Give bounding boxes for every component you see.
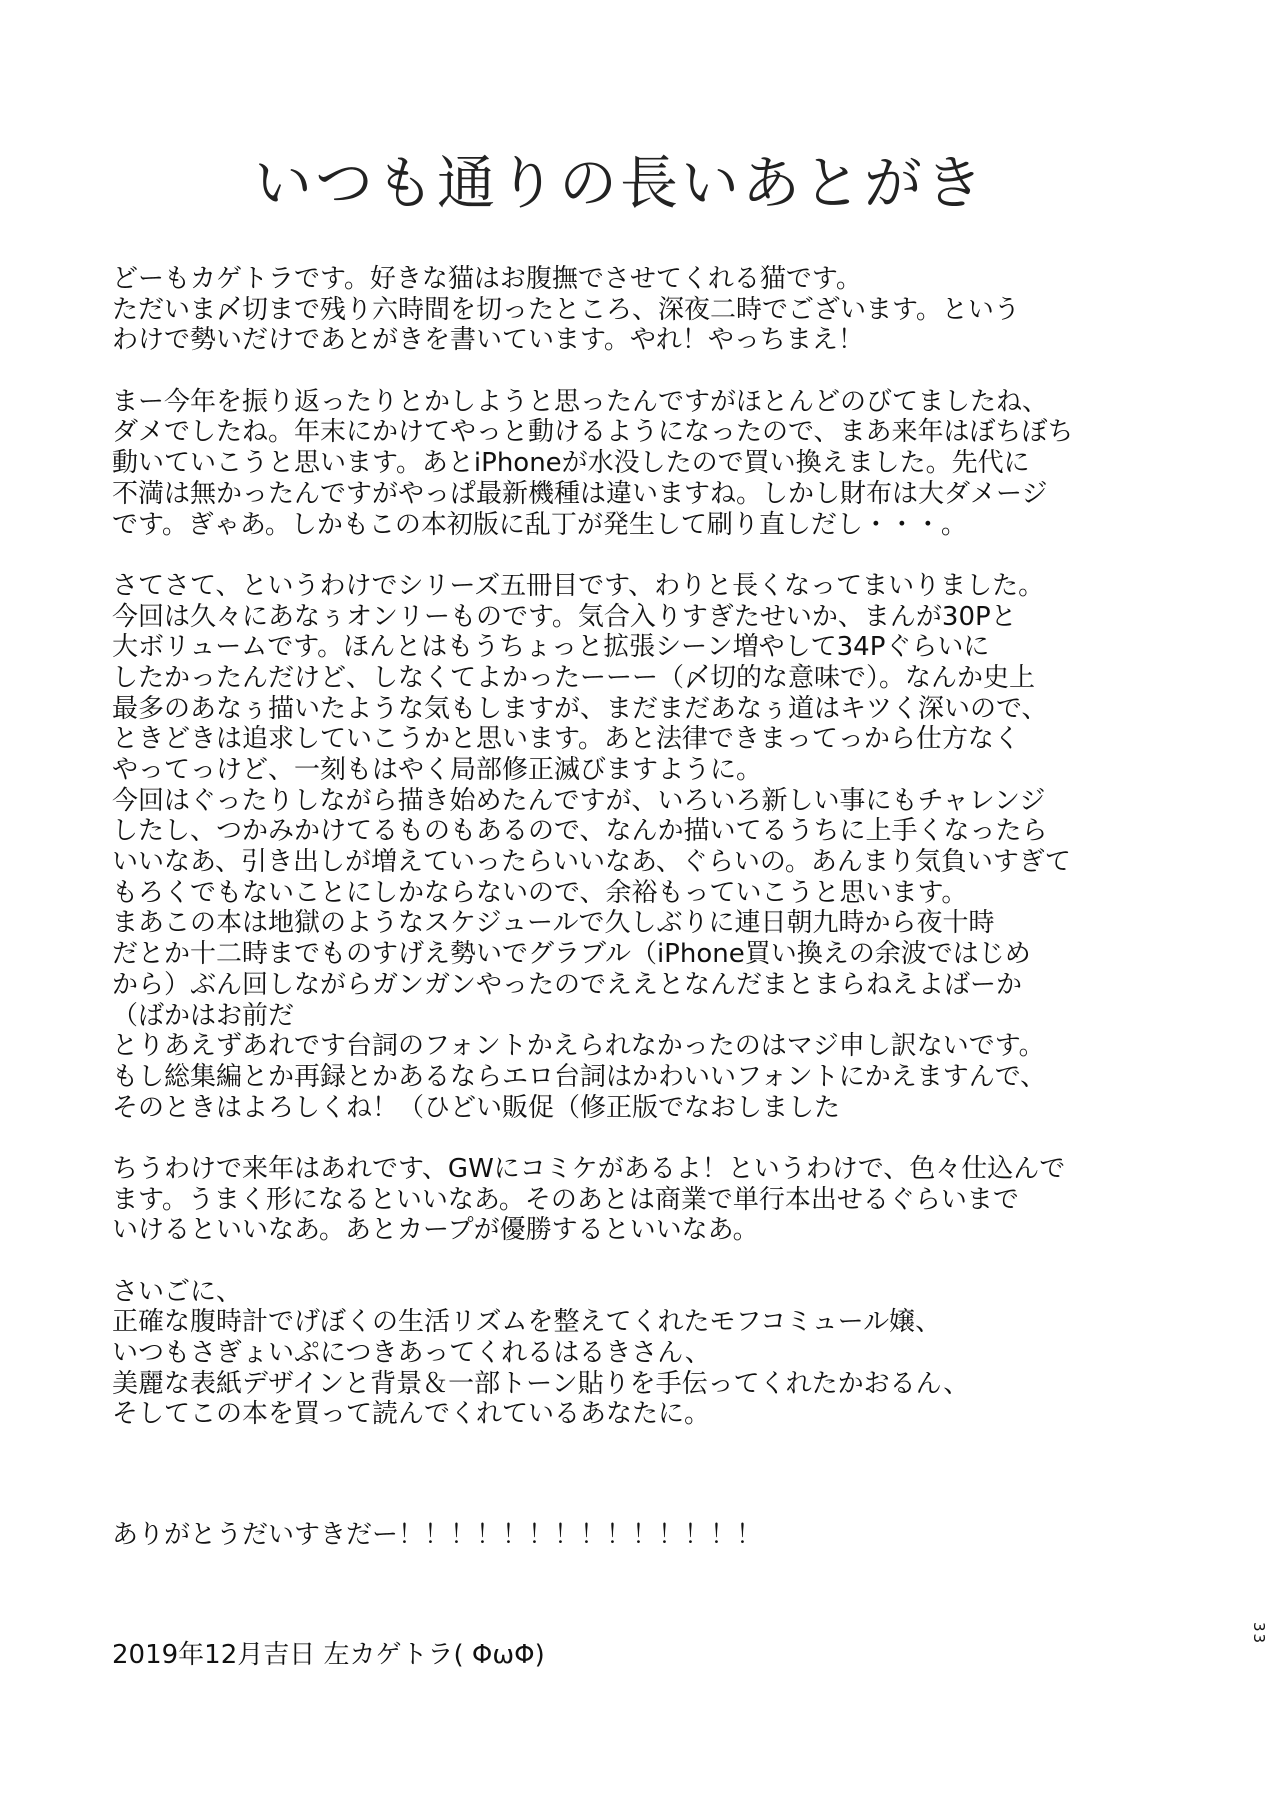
text-line: （ばかはお前だ (112, 1000, 295, 1031)
text-line: から）ぶん回しながらガンガンやったのでええとなんだまとまらねえよばーか (112, 969, 1023, 1000)
text-line: さてさて、というわけでシリーズ五冊目です、わりと長くなってまいりました。 (112, 570, 1045, 601)
text-line: 正確な腹時計でげぼくの生活リズムを整えてくれたモフコミュール嬢、 (112, 1307, 942, 1338)
text-line: そしてこの本を買って読んでくれているあなたに。 (112, 1399, 711, 1430)
text-line: ます。うまく形になるといいなあ。そのあとは商業で単行本出せるぐらいまで (112, 1184, 1019, 1215)
text-line: 今回はぐったりしながら描き始めたんですが、いろいろ新しい事にもチャレンジ (112, 785, 1046, 816)
text-line: まー今年を振り返ったりとかしようと思ったんですがほとんどのびてましたね、 (112, 386, 1049, 417)
text-line: したかったんだけど、しなくてよかったーーー（〆切的な意味で）。なんか史上 (112, 662, 1036, 693)
text-line: ただいま〆切まで残り六時間を切ったところ、深夜二時でございます。という (112, 294, 1020, 325)
text-line: どーもカゲトラです。好きな猫はお腹撫でさせてくれる猫です。 (112, 264, 862, 294)
text-line: 美麗な表紙デザインと背景＆一部トーン貼りを手伝ってくれたかおるん、 (112, 1368, 970, 1399)
paragraph (112, 1277, 1232, 1430)
text-line: ときどきは追求していこうかと思います。あと法律できまってっから仕方なく (112, 724, 1020, 755)
text-line: もし総集編とか再録とかあるならエロ台詞はかわいいフォントにかえますんで、 (112, 1061, 1047, 1092)
text-line: いけるといいなあ。あとカープが優勝するといいなあ。 (112, 1215, 759, 1246)
text-line: わけで勢いだけであとがきを書いています。やれ！やっちまえ！ (112, 325, 864, 356)
text-line: もろくでもないことにしかならないので、余裕もっていこうと思います。 (112, 877, 968, 908)
text-line: とりあえずあれです台詞のフォントかえられなかったのはマジ申し訳ないです。 (112, 1031, 1045, 1062)
date-signature: 2019年12月吉日 左カゲトラ( Φ​ω​Φ) (112, 1640, 545, 1670)
text-line: いいなあ、引き出しが増えていったらいいなあ、ぐらいの。あんまり気負いすぎて (112, 847, 1071, 878)
afterword-body (112, 264, 1232, 1461)
page-title: いつも通りの長いあとがき (253, 149, 986, 217)
text-line: 不満は無かったんですがやっぱ最新機種は違いますね。しかし財布は大ダメージ (112, 478, 1048, 509)
thanks-line: ありがとうだいすきだー！！！！！！！！！！！！！！ (112, 1520, 763, 1550)
text-line: そのときはよろしくね！（ひどい販促（修正版でなおしました (112, 1092, 841, 1123)
paragraph (112, 387, 1232, 540)
paragraph (112, 571, 1232, 1123)
text-line: さいごに、 (112, 1276, 243, 1307)
text-line: したし、つかみかけてるものもあるので、なんか描いてるうちに上手くなったら (112, 816, 1048, 847)
page-number: 33 (1250, 1622, 1268, 1646)
paragraph (112, 1154, 1232, 1246)
text-line: 最多のあなぅ描いたような気もしますが、まだまだあなぅ道はキツく深いので、 (112, 693, 1048, 724)
text-line: 動いていこうと思います。あとiPhoneが水没したので買い換えました。先代に (112, 448, 1030, 479)
text-line: ダメでしたね。年末にかけてやっと動けるようになったので、まあ来年はぼちぼち (112, 417, 1074, 448)
text-line: いつもさぎょいぷにつきあってくれるはるきさん、 (112, 1338, 711, 1369)
text-line: 大ボリュームです。ほんとはもうちょっと拡張シーン増やして34Pぐらいに (112, 632, 990, 663)
text-line: 今回は久々にあなぅオンリーものです。気合入りすぎたせいか、まんが30Pと (112, 601, 1017, 632)
text-line: ちうわけで来年はあれです、GWにコミケがあるよ！というわけで、色々仕込んで (112, 1153, 1066, 1184)
paragraph (112, 264, 1232, 356)
text-line: やってっけど、一刻もはやく局部修正滅びますように。 (112, 755, 763, 785)
text-line: まあこの本は地獄のようなスケジュールで久しぶりに連日朝九時から夜十時 (112, 908, 995, 939)
text-line: だとか十二時までものすげえ勢いでグラブル（iPhone買い換えの余波ではじめ (112, 939, 1031, 970)
text-line: です。ぎゃあ。しかもこの本初版に乱丁が発生して刷り直しだし・・・。 (112, 509, 967, 540)
